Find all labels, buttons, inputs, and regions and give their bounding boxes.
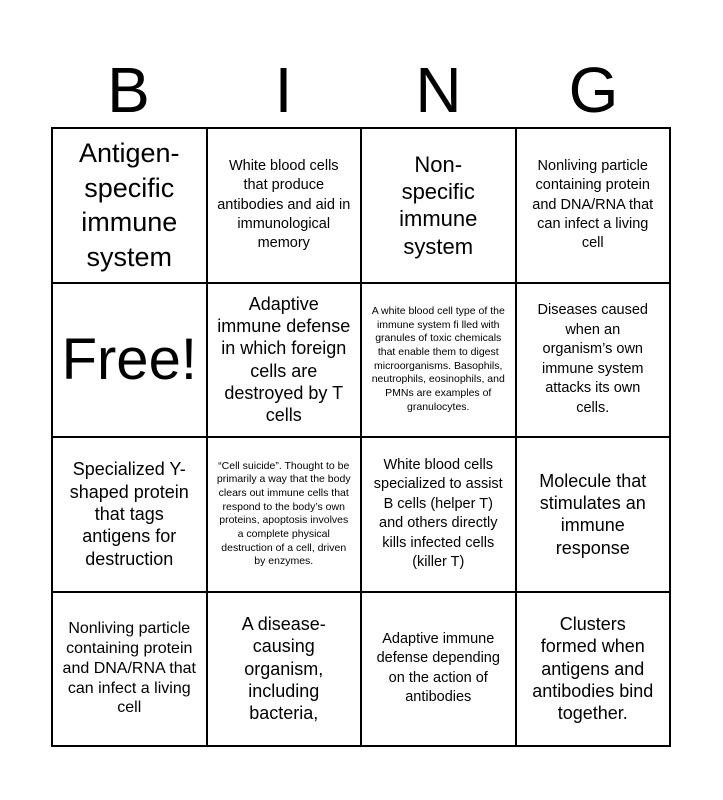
bingo-cell-text: Adaptive immune defense in which foreign cells are destroyed by T cells [217, 293, 351, 426]
bingo-cell[interactable] [208, 284, 363, 439]
bingo-board [51, 127, 671, 747]
bingo-cell[interactable] [517, 593, 672, 748]
bingo-cell[interactable] [53, 129, 208, 284]
bingo-cell[interactable] [517, 129, 672, 284]
title-letter-b: B [107, 54, 150, 126]
bingo-cell-text: Nonliving particle containing protein and DNA/RNA that can infect a living cell [532, 157, 654, 252]
bingo-cell[interactable] [208, 593, 363, 748]
bingo-cell-text: White blood cells specialized to assist B cells (helper T) and others directly kills infected cells (killer T) [373, 456, 503, 571]
bingo-cell-text: A disease-causing organism, including bacteria, [241, 613, 326, 724]
bingo-cell-text: Adaptive immune defense depending on the action of antibodies [376, 630, 500, 706]
title-letter-n: N [415, 54, 462, 126]
free-space-text: Free! [61, 326, 197, 392]
bingo-title [51, 52, 671, 128]
bingo-cell[interactable] [362, 284, 517, 439]
bingo-cell[interactable] [517, 438, 672, 593]
bingo-cell[interactable] [362, 129, 517, 284]
bingo-cell[interactable] [362, 438, 517, 593]
bingo-cell-text: “Cell suicide”. Thought to be primarily a way that the body clears out immune cells that respond to the body’s own proteins, apoptosis involves a complete physical destruction of a cell, driven by enzymes. [216, 459, 351, 568]
bingo-cell-text: White blood cells that produce antibodies and aid in immunological memory [217, 157, 351, 252]
bingo-cell[interactable] [53, 593, 208, 748]
bingo-cell-text: Nonliving particle containing protein and DNA/RNA that can infect a living cell [62, 620, 196, 717]
bingo-cell-text: Specialized Y-shaped protein that tags antigens for destruction [69, 459, 189, 569]
bingo-cell-text: Non-specific immune system [399, 151, 478, 259]
bingo-cell-text: Antigen-specific immune system [78, 138, 180, 272]
title-letter-g: G [568, 54, 619, 126]
bingo-cell[interactable] [208, 129, 363, 284]
title-letter-i: I [274, 54, 293, 126]
bingo-cell[interactable] [53, 438, 208, 593]
bingo-cell[interactable] [362, 593, 517, 748]
bingo-cell-text: Clusters formed when antigens and antibodies bind together. [532, 613, 654, 724]
bingo-cell[interactable] [208, 438, 363, 593]
bingo-cell-text: Molecule that stimulates an immune response [539, 470, 647, 558]
bingo-cell-text: A white blood cell type of the immune system fi lled with granules of toxic chemicals that enable them to digest microorganisms. Basophils, neutrophils, eosinophils, and PMNs are examples of granulocytes. [371, 305, 505, 413]
bingo-cell[interactable] [517, 284, 672, 439]
free-space-cell[interactable] [53, 284, 208, 439]
bingo-cell-text: Diseases caused when an organism’s own immune system attacks its own cells. [537, 302, 648, 416]
